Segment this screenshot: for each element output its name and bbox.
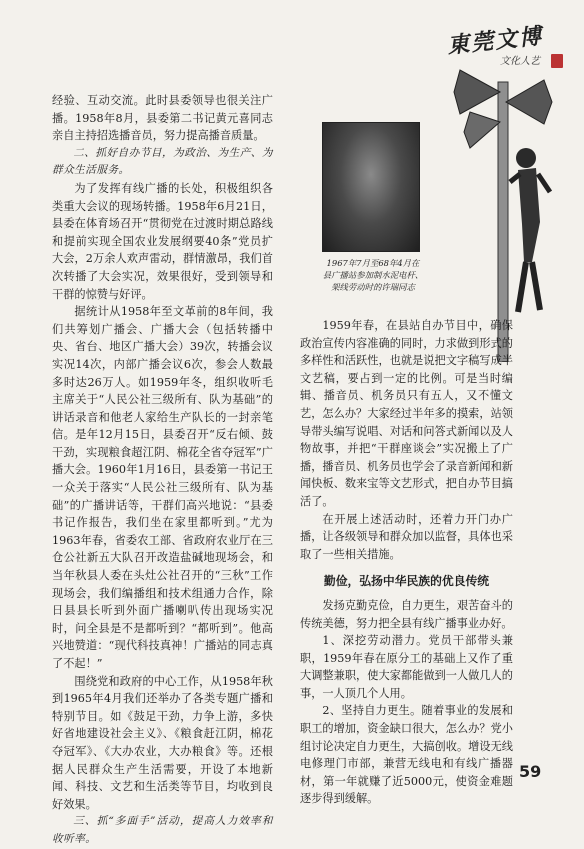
portrait-photo [322, 122, 420, 252]
section-subheading: 勤俭，弘扬中华民族的优良传统 [323, 574, 490, 589]
worker-legs [518, 262, 540, 312]
caption-line: 架线劳动时的许瑞同志 [331, 282, 415, 292]
loudspeaker-right [506, 80, 552, 124]
paragraph: 围绕党和政府的中心工作，从1958年秋到1965年4月我们还举办了各类专题广播和特别节目。如《鼓足干劲，力争上游，多快好省地建设社会主义》、《粮食赶江阴，棉花夺冠军》、《大办农业，大办粮食》等。还根据人民群众生产生活需要，开设了本地新闻、科技、文艺和生活类等节目，均收到良好效果。 [52, 674, 273, 811]
worker-body [518, 168, 540, 262]
paragraph: 为了发挥有线广播的长处，积极组织各类重大会议的现场转播。1958年6月21日，县委在体育场召开“贯彻党在过渡时期总路线和提前实现全国农业发展纲要40条”党员扩大会，2万余人欢声雷动，群情激昂，我们首次转播了大会实况，效果很好，受到领导和干群的惊赞与好评。 [52, 181, 273, 301]
loudspeaker-lower [464, 112, 500, 148]
page-number: 59 [519, 762, 542, 781]
caption-line: 县广播站参加制水泥电杆、 [322, 270, 424, 280]
section-heading: 二、抓好自办节目，为政治、为生产、为群众生活服务。 [52, 146, 273, 177]
paragraph: 2、坚持自力更生。随着事业的发展和职工的增加，资金缺口很大，怎么办？党小组讨论决定自力更生，大搞创收。增设无线电修理门市部，兼营无线电和有线广播器材，第一年就赚了近5000元，使资金难题逐步得到缓解。 [300, 704, 513, 806]
section-heading: 三、抓“多面手”活动，提高人力效率和收听率。 [52, 815, 273, 845]
paragraph: 经验、互动交流。此时县委领导也很关注广播。1958年8月，县委第二书记黄元喜同志亲自主持招选播音员，努力提高播音质量。 [52, 94, 273, 143]
paragraph: 发扬克勤克俭，自力更生，艰苦奋斗的传统美德，努力把全县有线广播事业办好。 [300, 598, 513, 630]
photo-caption [298, 257, 448, 293]
paragraph: 在开展上述活动时，还着力开门办广播，让各级领导和群众加以监督，具体也采取了一些相关措施。 [300, 512, 513, 561]
worker-head [516, 148, 536, 168]
loudspeaker-left [454, 70, 500, 114]
right-column [300, 317, 513, 808]
left-column [52, 92, 273, 849]
paragraph: 1、深挖劳动潜力。党员干部带头兼职，1959年春在原分工的基础上又作了重大调整兼职，使大家都能做到一人做几人的事，一人顶几个人用。 [300, 634, 513, 700]
paragraph: 1959年春，在县站自办节目中，确保政治宣传内容准确的同时，力求做到形式的多样性和活跃性，也就是说把文字稿写成半文艺稿，要占到一定的比例。可是当时编辑、播音员、机务员只有五人，又不懂文艺，怎么办？大家经过半年多的摸索，站领导带头编写说唱、对话和问答式新闻以及人物故事，并把“干群座谈会”实况搬上了广播，播音员、机务员也学会了录音新闻和新闻快板、数来宝等文艺形式，把自办节目搞活了。 [300, 319, 513, 508]
corner-signature: 文化人艺 [500, 56, 540, 67]
caption-line: 1967年7月至68年4月在 [326, 258, 420, 268]
corner-calligraphy-title: 東莞文博 [446, 23, 545, 59]
paragraph: 据统计从1958年至文革前的8年间，我们共筹划广播会、广播大会（包括转播中央、省台、地区广播大会）39次，转播会议实况14次，内部广播会议6次，参会人数最多时达26万人。如1959年冬，组织收听毛主席关于“人民公社三级所有、队为基础”的讲话录音和他老人家给生产队长的一封亲笔信。是年12月15日，县委召开“反右倾、鼓干劲，实现粮食超江阴、棉花全省夺冠军”广播大会。1960年1月16日，县委第一书记王一众关于落实“人民公社三级所有、队为基础”的广播讲话等，干群们高兴地说：“县委书记作报告，我们坐在家里都听到。”尤为1963年春，省委农工部、省政府农业厅在三仓公社新五大队召开改造盐碱地现场会，和当年秋县人委在头灶公社召开的“三秋”工作现场会，我们编播组和技术组通力合作，除日县县长听到外面广播喇叭传出现场实况时，问全县是不是都听到？“都听到”。他高兴地赞道：“现代科技真神！广播站的同志真了不起！” [52, 305, 273, 670]
